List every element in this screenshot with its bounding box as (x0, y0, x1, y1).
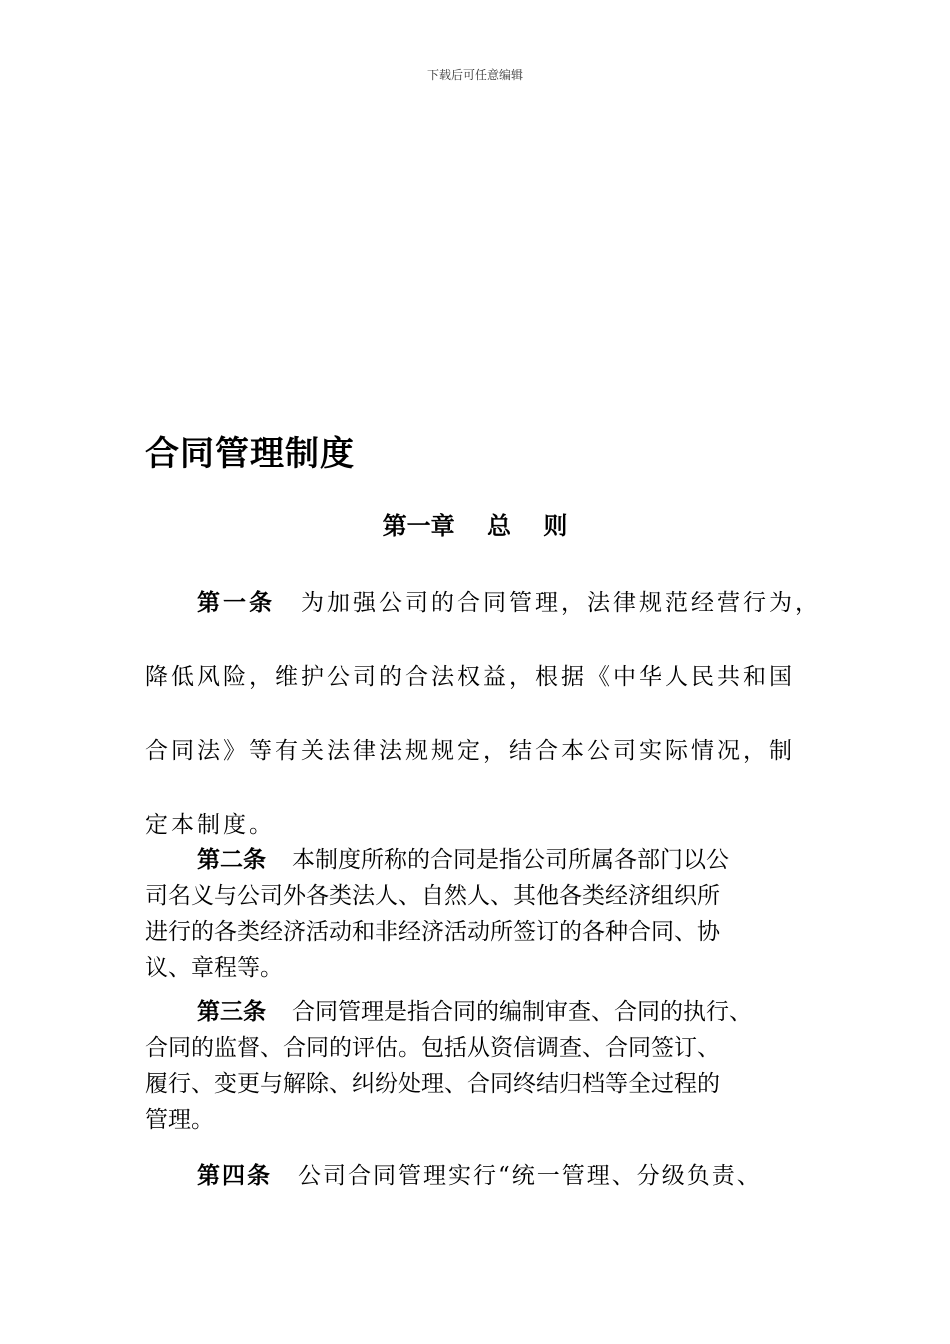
article-label: 第二条 (197, 847, 266, 873)
article-label: 第三条 (197, 999, 266, 1025)
article-line: 司名义与公司外各类法人、自然人、其他各类经济组织所 (145, 883, 720, 909)
article-2 (145, 842, 810, 986)
article-line: 合同法》等有关法律法规规定，结合本公司实际情况，制 (145, 738, 795, 764)
article-line: 第二条 本制度所称的合同是指公司所属各部门以公 (197, 847, 729, 873)
page-header: 下载后可任意编辑 (426, 68, 523, 82)
article-line: 议、章程等。 (145, 955, 283, 981)
article-line: 第三条 合同管理是指合同的编制审查、合同的执行、 (197, 999, 752, 1025)
article-line: 第一条 为加强公司的合同管理，法律规范经营行为， (197, 590, 821, 616)
article-4 (145, 1158, 810, 1194)
article-line: 合同的监督、合同的评估。包括从资信调查、合同签订、 (145, 1035, 720, 1061)
chapter-heading: 第一章 总 则 (382, 512, 568, 540)
article-label: 第一条 (197, 590, 275, 616)
article-line: 进行的各类经济活动和非经济活动所签订的各种合同、协 (145, 919, 720, 945)
article-line: 定本制度。 (145, 812, 275, 838)
article-line: 第四条 公司合同管理实行“统一管理、分级负责、 (197, 1163, 762, 1189)
article-line: 管理。 (145, 1107, 214, 1133)
article-line: 履行、变更与解除、纠纷处理、合同终结归档等全过程的 (145, 1071, 720, 1097)
article-1 (145, 566, 821, 862)
article-line: 降低风险，维护公司的合法权益，根据《中华人民共和国 (145, 664, 795, 690)
article-label: 第四条 (197, 1163, 272, 1189)
article-3 (145, 994, 810, 1138)
document-title: 合同管理制度 (145, 434, 355, 474)
